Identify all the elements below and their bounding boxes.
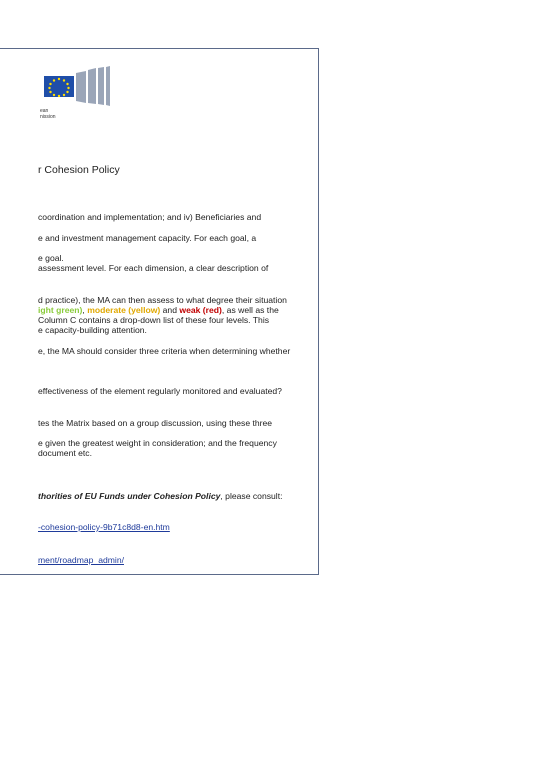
text-line: e goal. (38, 253, 64, 263)
document-reference: thorities of EU Funds under Cohesion Policy (38, 491, 221, 501)
text-line: e and investment management capacity. For each goal, a (38, 233, 257, 243)
level-yellow-label: moderate (yellow) (87, 305, 161, 315)
link-roadmap-admin[interactable]: ment/roadmap_admin/ (38, 555, 124, 565)
text-line: e given the greatest weight in consideration; and the frequency (38, 438, 277, 448)
link-cohesion-policy[interactable]: -cohesion-policy-9b71c8d8-en.htm (38, 522, 170, 532)
level-green-label: ight green) (38, 305, 83, 315)
document-page (0, 48, 319, 575)
text-line: Column C contains a drop-down list of these four levels. This (38, 315, 270, 325)
text-line: coordination and implementation; and iv) Beneficiaries and (38, 212, 262, 222)
assessment-levels-line: ight green), moderate (yellow) and weak (red), as well as the (38, 305, 279, 315)
page-title: r Cohesion Policy (38, 164, 120, 176)
text-line: document etc. (38, 448, 92, 458)
text-line: tes the Matrix based on a group discussion, using these three (38, 418, 273, 428)
level-red-label: weak (red) (179, 305, 222, 315)
text-line: effectiveness of the element regularly monitored and evaluated? (38, 386, 282, 396)
text-line: e capacity-building attention. (38, 325, 147, 335)
text-line: assessment level. For each dimension, a clear description of (38, 263, 269, 273)
text-line: e, the MA should consider three criteria when determining whether (38, 346, 291, 356)
consult-line: thorities of EU Funds under Cohesion Policy, please consult: (38, 491, 283, 501)
text-line: d practice), the MA can then assess to what degree their situation (38, 295, 287, 305)
logo-caption: ean nission (40, 108, 56, 120)
